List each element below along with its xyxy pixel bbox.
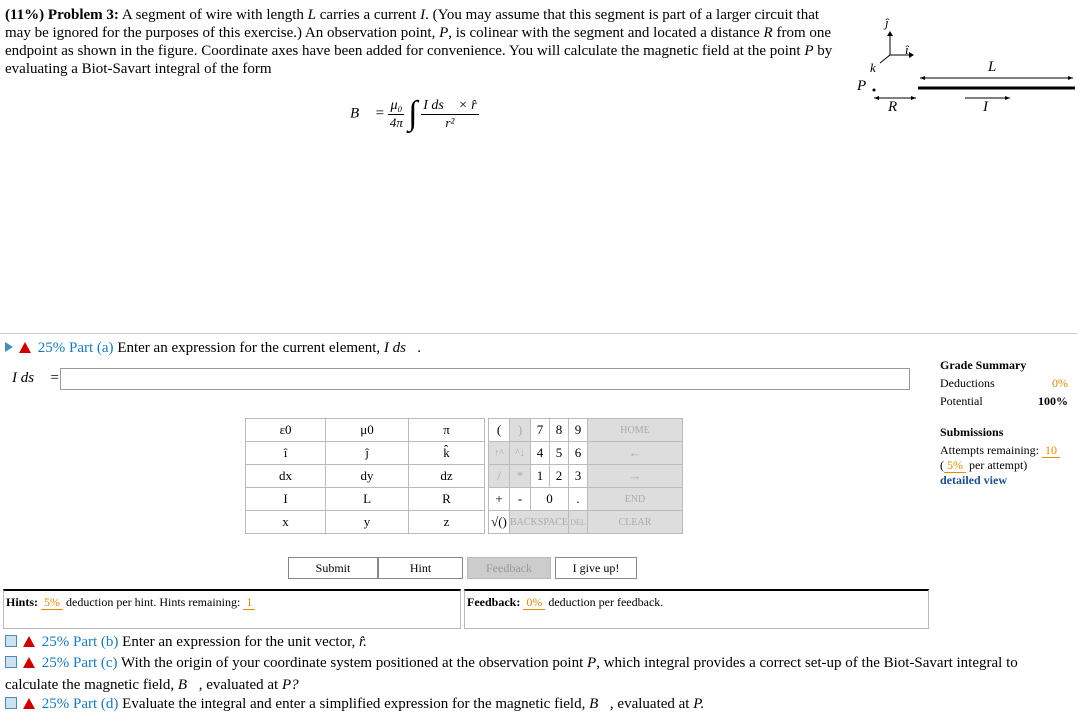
part-d-label: 25% Part (d) xyxy=(41,696,119,712)
key-mu0[interactable]: μ0 xyxy=(326,419,409,442)
problem-weight: (11%) xyxy=(5,7,45,23)
give-up-button[interactable]: I give up! xyxy=(555,557,637,579)
warning-icon xyxy=(23,698,35,709)
formula-denominator: r² xyxy=(445,114,455,130)
key-multiply[interactable]: * xyxy=(510,465,531,488)
divider xyxy=(0,333,1077,334)
part-c-label: 25% Part (c) xyxy=(41,655,118,671)
answer-input[interactable] xyxy=(60,368,910,390)
variable-keypad xyxy=(245,418,485,534)
j-label: ĵ xyxy=(885,15,889,30)
key-j-hat[interactable]: ĵ xyxy=(326,442,409,465)
hints-label: Hints: xyxy=(6,595,39,609)
problem-statement xyxy=(5,6,835,78)
key-divide[interactable]: / xyxy=(489,465,510,488)
formula-4pi: 4π xyxy=(389,114,403,130)
hints-remaining: 1 xyxy=(243,595,255,610)
symbol-P: P xyxy=(587,655,597,671)
deductions-value: 0% xyxy=(1052,376,1068,390)
formula-numerator: I ds⃗ × r̂ xyxy=(423,97,477,113)
formula-lhs: B⃗ = xyxy=(350,105,385,122)
key-L[interactable]: L xyxy=(326,488,409,511)
grade-summary: Grade Summary Deductions 0% Potential 100% Submissions Attempts remaining: 10 ( 5% per attempt) detailed view xyxy=(940,358,1068,487)
part-d-text: Evaluate the integral and enter a simplified expression for the magnetic field, xyxy=(122,696,586,712)
part-a-label: 25% Part (a) xyxy=(37,340,114,356)
symbol-P: P. xyxy=(693,696,705,712)
key-sqrt[interactable]: √() xyxy=(489,511,510,534)
symbol-P: P xyxy=(804,43,814,59)
number-keypad xyxy=(488,418,683,534)
answer-label: I ds⃗ = xyxy=(12,370,60,386)
key-z[interactable]: z xyxy=(408,511,484,534)
symbol-I: I xyxy=(420,7,426,23)
key-home[interactable]: HOME xyxy=(588,419,683,442)
problem-text: A segment of wire with length xyxy=(121,7,304,23)
key-i-hat[interactable]: î xyxy=(246,442,326,465)
key-end[interactable]: END xyxy=(588,488,683,511)
L-label: L xyxy=(988,59,997,75)
key-del[interactable]: DEL xyxy=(569,511,588,534)
collapse-icon[interactable] xyxy=(5,635,17,647)
key-dot[interactable]: . xyxy=(569,488,588,511)
part-a-prompt: Enter an expression for the current element, xyxy=(117,340,381,356)
hint-button[interactable]: Hint xyxy=(378,557,463,579)
key-dy[interactable]: dy xyxy=(326,465,409,488)
point-P xyxy=(873,89,876,92)
feedback-label: Feedback: xyxy=(467,595,521,609)
part-c-header[interactable] xyxy=(5,652,1065,696)
submit-button[interactable]: Submit xyxy=(288,557,378,579)
key-2[interactable]: 2 xyxy=(550,465,569,488)
part-b-symbol: r̂. xyxy=(358,634,367,650)
problem-text: from one endpoint as shown in the figure. Coordinate axes have been added for convenience. You will calculate the magnetic field at the point xyxy=(5,25,832,59)
key-plus[interactable]: + xyxy=(489,488,510,511)
part-b-header[interactable] xyxy=(5,634,367,651)
key-dx[interactable]: dx xyxy=(246,465,326,488)
key-down-power[interactable]: ^↓ xyxy=(510,442,531,465)
figure-diagram xyxy=(850,10,1075,120)
key-4[interactable]: 4 xyxy=(531,442,550,465)
per-attempt-text: per attempt) xyxy=(969,458,1028,472)
I-label: I xyxy=(983,99,988,115)
key-pi[interactable]: π xyxy=(408,419,484,442)
key-dz[interactable]: dz xyxy=(408,465,484,488)
per-attempt-pct: 5% xyxy=(944,458,966,473)
problem-text: carries a current xyxy=(319,7,417,23)
key-7[interactable]: 7 xyxy=(531,419,550,442)
feedback-panel xyxy=(464,589,929,629)
part-a-header[interactable] xyxy=(5,340,421,357)
collapse-icon[interactable] xyxy=(5,656,17,668)
potential-value: 100% xyxy=(1038,394,1068,408)
hints-text: deduction per hint. Hints remaining: xyxy=(66,595,241,609)
key-clear[interactable]: CLEAR xyxy=(588,511,683,534)
deductions-label: Deductions xyxy=(940,376,995,390)
key-5[interactable]: 5 xyxy=(550,442,569,465)
problem-text: by evaluating a Biot-Savart integral of the form xyxy=(5,43,833,77)
potential-label: Potential xyxy=(940,394,983,408)
key-0[interactable]: 0 xyxy=(531,488,569,511)
key-I[interactable]: I xyxy=(246,488,326,511)
problem-title: Problem 3: xyxy=(47,7,119,23)
i-arrow xyxy=(909,52,914,58)
k-label: k xyxy=(870,60,876,75)
detailed-view-link[interactable]: detailed view xyxy=(940,473,1007,487)
key-k-hat[interactable]: k̂ xyxy=(408,442,484,465)
i-label: î xyxy=(905,42,909,57)
symbol-R: R xyxy=(763,25,773,41)
symbol-B: B⃗ xyxy=(177,677,199,693)
part-b-text: Enter an expression for the unit vector, xyxy=(122,634,356,650)
grade-title: Grade Summary xyxy=(940,358,1027,372)
integrand xyxy=(421,98,478,131)
part-d-text: , evaluated at xyxy=(609,696,690,712)
warning-icon xyxy=(23,636,35,647)
hints-panel xyxy=(3,589,461,629)
key-close-paren[interactable]: ) xyxy=(510,419,531,442)
key-x[interactable]: x xyxy=(246,511,326,534)
key-8[interactable]: 8 xyxy=(550,419,569,442)
key-minus[interactable]: - xyxy=(510,488,531,511)
feedback-text: deduction per feedback. xyxy=(548,595,664,609)
key-right[interactable]: → xyxy=(588,465,683,488)
key-open-paren[interactable]: ( xyxy=(489,419,510,442)
key-9[interactable]: 9 xyxy=(569,419,588,442)
integral-sign: ∫ xyxy=(408,95,418,132)
part-d-header[interactable] xyxy=(5,696,704,713)
key-y[interactable]: y xyxy=(326,511,409,534)
mu-over-4pi xyxy=(388,98,404,131)
problem-text: . (You may assume that this segment is part of a larger circuit that may be ignored for the purposes of this exercise.) An observation point, xyxy=(5,7,820,41)
biot-savart-formula xyxy=(350,95,479,133)
attempts-label: Attempts remaining: xyxy=(940,443,1039,457)
attempts-value: 10 xyxy=(1042,443,1060,458)
symbol-L: L xyxy=(307,7,316,23)
key-left[interactable]: ← xyxy=(588,442,683,465)
key-1[interactable]: 1 xyxy=(531,465,550,488)
key-backspace[interactable]: BACKSPACE xyxy=(510,511,569,534)
R-label: R xyxy=(888,99,898,115)
symbol-B: B⃗ xyxy=(589,696,610,712)
j-arrow xyxy=(887,31,893,36)
feedback-pct: 0% xyxy=(523,595,545,610)
P-label: P xyxy=(857,78,867,94)
problem-figure xyxy=(850,10,1075,120)
key-6[interactable]: 6 xyxy=(569,442,588,465)
part-a-symbol: I ds⃗. xyxy=(383,340,422,356)
part-c-text: , evaluated at xyxy=(198,677,279,693)
key-epsilon0[interactable]: ε0 xyxy=(246,419,326,442)
warning-icon xyxy=(23,657,35,668)
symbol-P: P? xyxy=(281,677,299,693)
expand-arrow-icon[interactable] xyxy=(5,342,13,352)
warning-icon xyxy=(19,342,31,353)
symbol-P: P xyxy=(439,25,449,41)
formula-mu: μ₀ xyxy=(390,97,403,113)
feedback-button[interactable]: Feedback xyxy=(467,557,551,579)
collapse-icon[interactable] xyxy=(5,697,17,709)
submissions-title: Submissions xyxy=(940,425,1004,439)
key-up-power[interactable]: ↑^ xyxy=(489,442,510,465)
part-b-label: 25% Part (b) xyxy=(41,634,119,650)
part-c-text: , which integral provides a correct set-up of the Biot-Savart integral to calculate the magnetic field, xyxy=(5,655,1018,693)
k-axis xyxy=(880,55,890,63)
part-c-text: With the origin of your coordinate system positioned at the observation point xyxy=(121,655,584,671)
problem-text: , is colinear with the segment and located a distance xyxy=(448,25,760,41)
hints-pct: 5% xyxy=(41,595,63,610)
key-R[interactable]: R xyxy=(408,488,484,511)
key-3[interactable]: 3 xyxy=(569,465,588,488)
